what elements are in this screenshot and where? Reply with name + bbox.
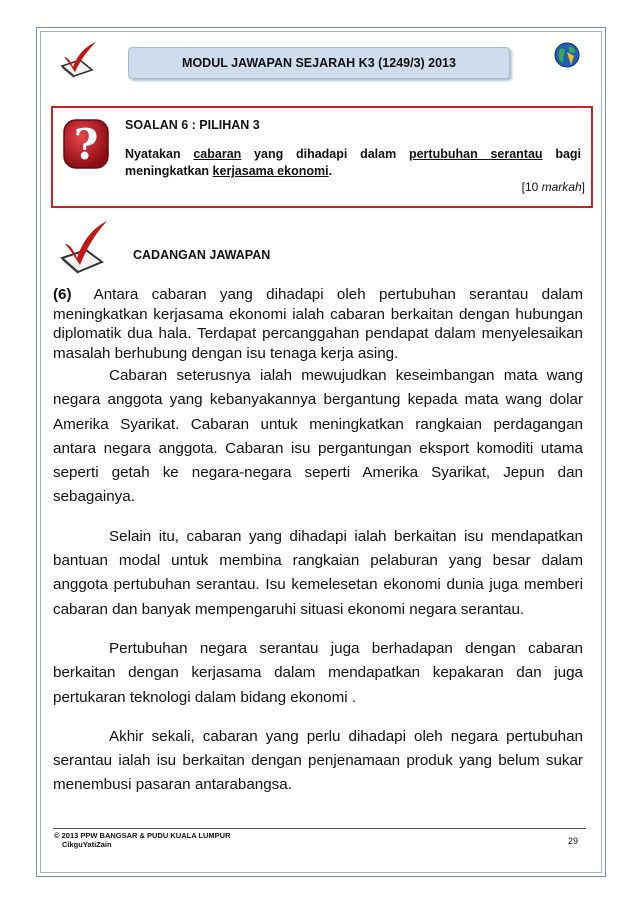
answer-body — [53, 285, 583, 798]
question-marks: [10 markah] — [521, 180, 585, 194]
svg-text:?: ? — [73, 120, 99, 169]
answer-number: (6) — [53, 286, 72, 303]
checkmark-box-icon — [58, 218, 108, 274]
page-number: 29 — [568, 836, 579, 846]
globe-logo-icon — [552, 40, 582, 70]
question-box — [51, 106, 593, 208]
module-title: MODUL JAWAPAN SEJARAH K3 (1249/3) 2013 — [128, 47, 510, 79]
answer-paragraph: Akhir sekali, cabaran yang perlu dihadapi oleh negara pertubuhan serantau ialah isu berkaitan dengan penjenamaan produk yang belum sukar menembusi pasaran antarabangsa. — [53, 727, 583, 794]
footer-copyright: © 2013 PPW BANGSAR & PUDU KUALA LUMPUR CikguYatiZain — [54, 831, 231, 849]
question-title: SOALAN 6 : PILIHAN 3 — [125, 118, 260, 132]
footer-divider — [53, 828, 586, 829]
question-text: Nyatakan cabaran yang dihadapi dalam pertubuhan serantau bagi meningkatkan kerjasama ekonomi. — [125, 147, 582, 178]
answer-paragraph: Pertubuhan negara serantau juga berhadapan dengan cabaran berkaitan dengan kerjasama dalam mendapatkan kepakaran dan juga pertukaran teknologi dalam bidang ekonomi . — [53, 639, 583, 706]
answer-paragraph: (6) Antara cabaran yang dihadapi oleh pertubuhan serantau dalam meningkatkan kerjasama ekonomi ialah cabaran berkaitan dengan hubungan diplomatik dua hala. Terdapat percanggahan pendapat dalam menyelesaikan masalah berhubung dengan isu tenaga kerja asing. — [53, 286, 583, 362]
answer-paragraph: Selain itu, cabaran yang dihadapi ialah berkaitan isu mendapatkan bantuan modal untuk membina rangkaian pelaburan yang besar dalam anggota pertubuhan serantau. Isu kemelesetan ekonomi dunia juga memberi cabaran dan banyak mempengaruhi situasi ekonomi negara serantau. — [53, 527, 583, 618]
question-mark-icon — [61, 117, 111, 171]
answer-paragraph: Cabaran seterusnya ialah mewujudkan keseimbangan mata wang negara anggota yang kebanyakannya bergantung kepada mata wang dolar Amerika Syarikat. Cabaran untuk meningkatkan rangkaian perdagangan antara negara anggota. Cabaran isu pergantungan eksport komoditi utama seperti getah ke negara-negara seperti Amerika Syarikat, Jepun dan sebagainya. — [53, 367, 583, 506]
answer-heading: CADANGAN JAWAPAN — [133, 248, 271, 262]
checkmark-box-icon — [58, 40, 98, 78]
